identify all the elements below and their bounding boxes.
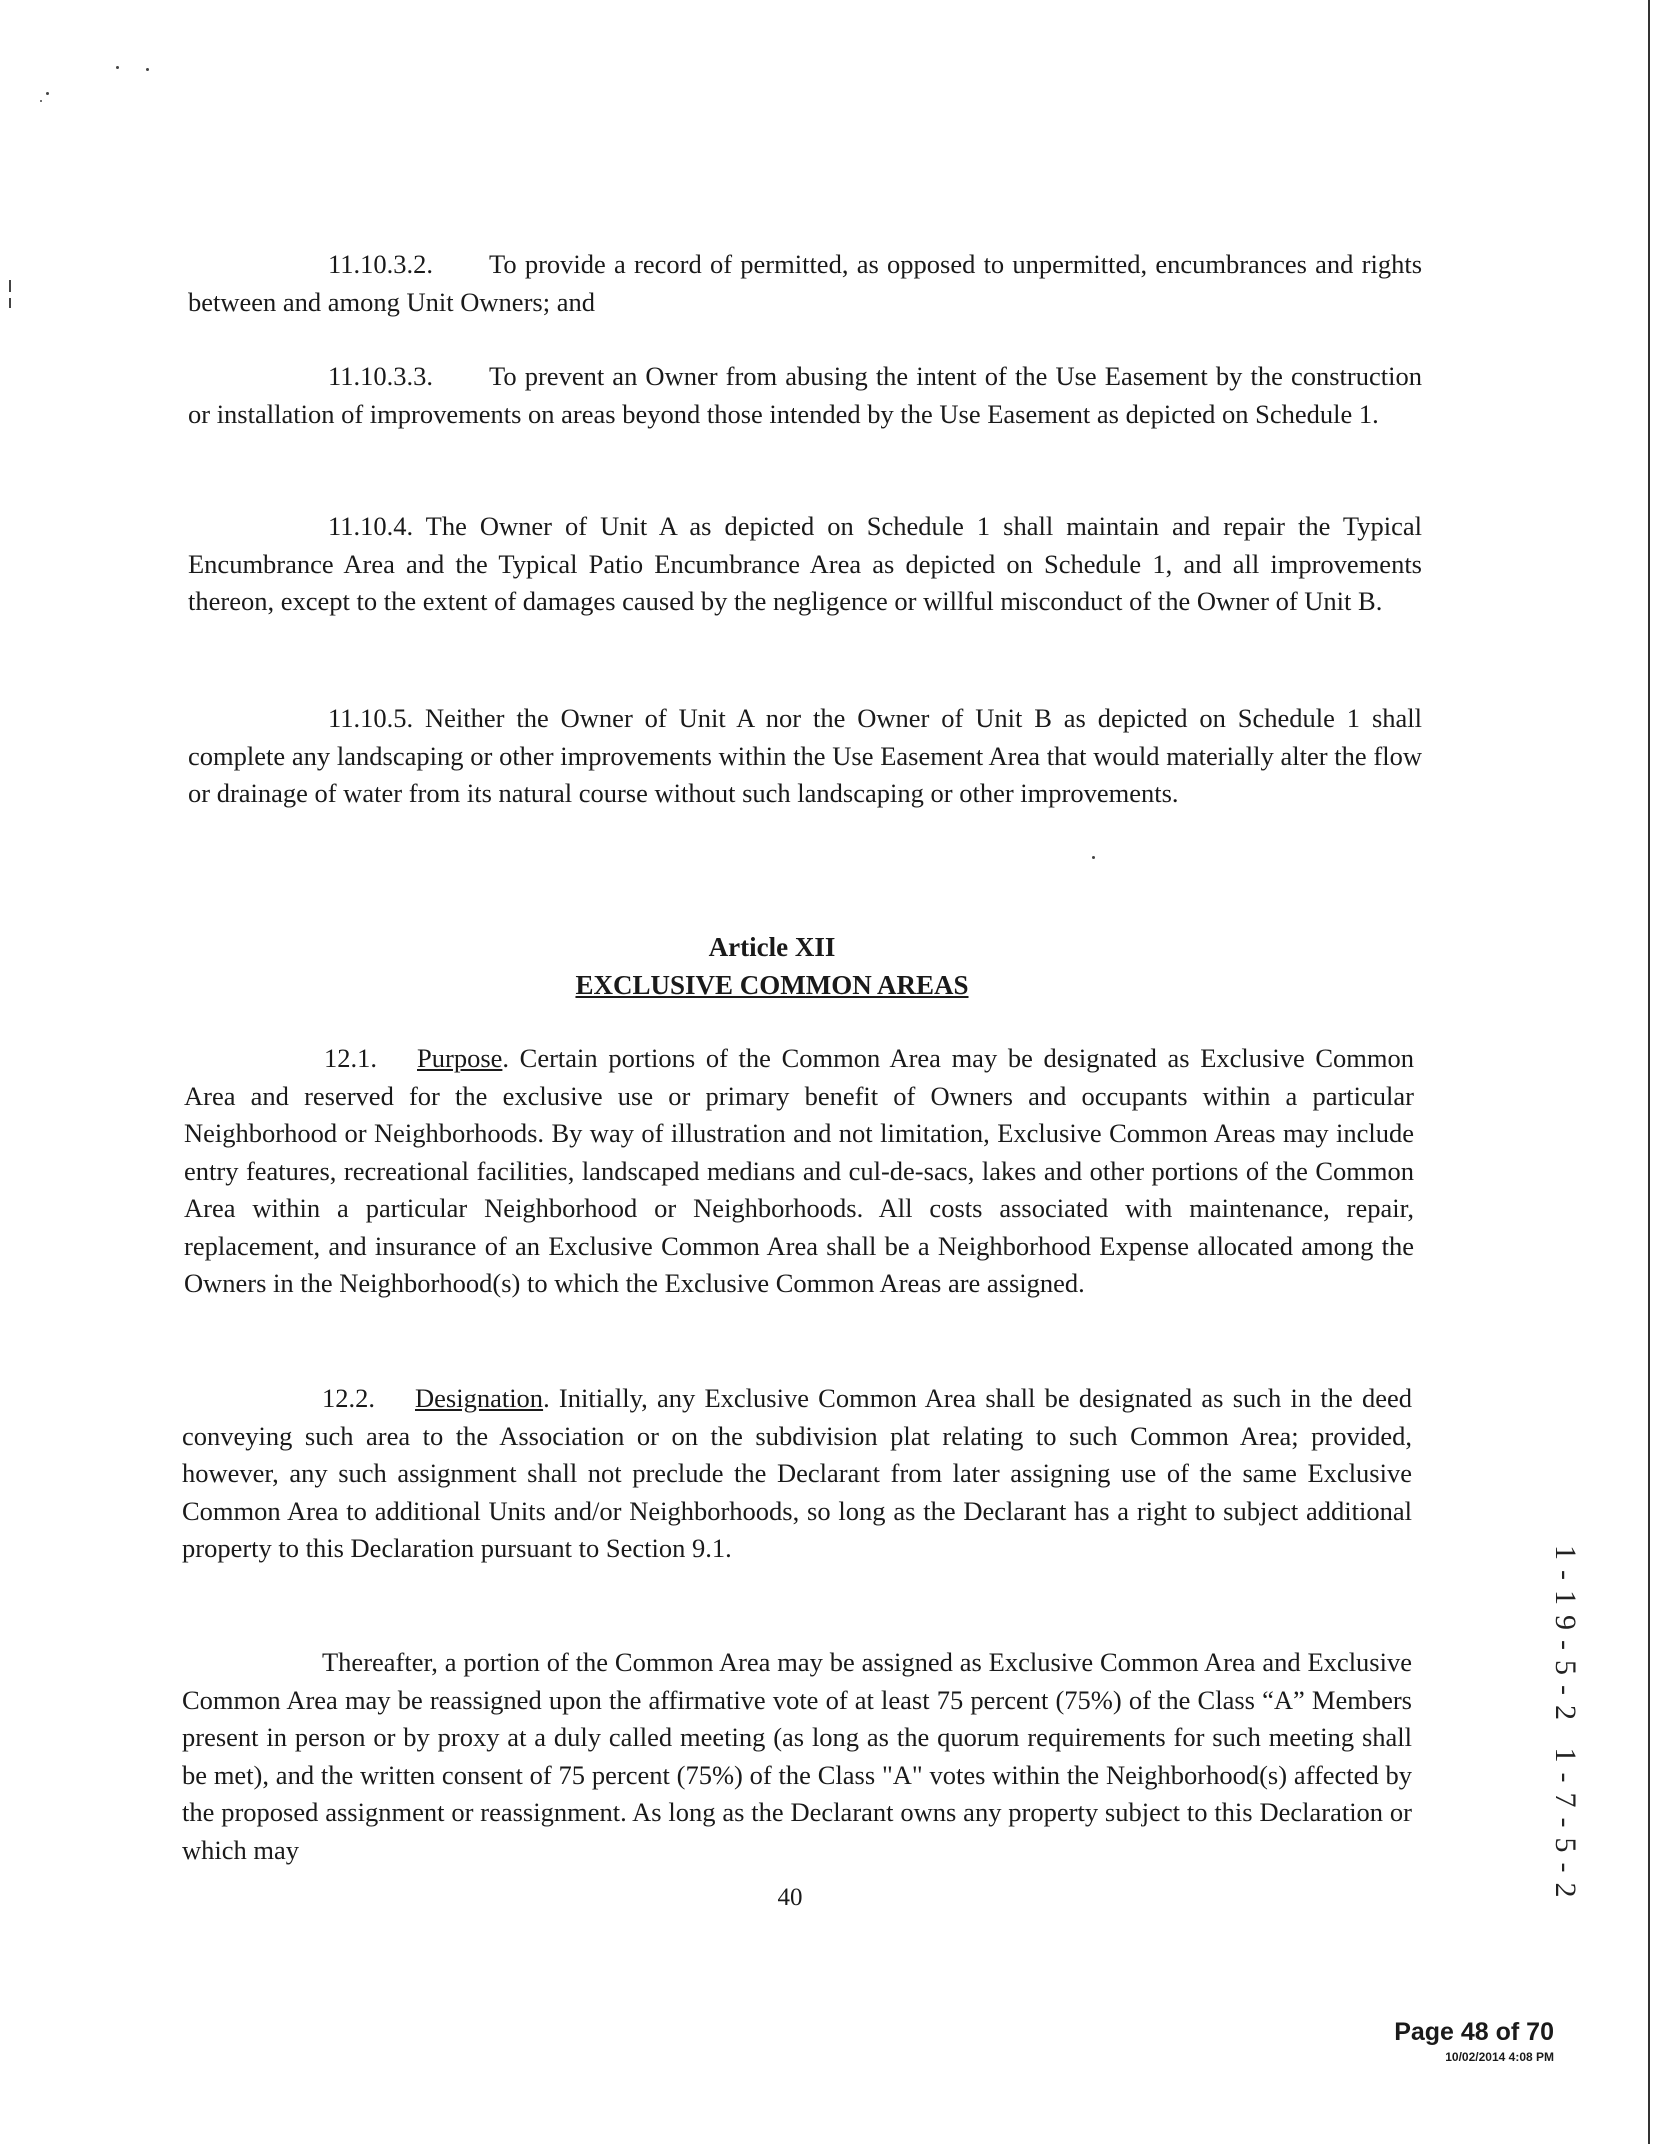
recording-stamp-text: 1-19-5-2 1-7-5-2 xyxy=(1549,1545,1582,1908)
paragraph-text: Thereafter, a portion of the Common Area may be assigned as Exclusive Common Area and Exclusive Common Area may be reassigned upon the affirmative vote of at least 75 percent (75%) of the Class “A” Members present in person or by proxy at a duly called meeting (as long as the quorum requirements for such meeting shall be met), and the written consent of 75 percent (75%) of the Class "A" votes within the Neighborhood(s) affected by the proposed assignment or reassignment. As long as the Declarant owns any property subject to this Declaration or which may xyxy=(182,1647,1412,1865)
section-number: 12.1. xyxy=(324,1043,377,1073)
section-number: 11.10.3.2. xyxy=(328,249,434,279)
paragraph-text: Certain portions of the Common Area may be designated as Exclusive Common Area and reserved for the exclusive use or primary benefit of Owners and occupants within a particular Neighborhood or Neighborhoods. By way of illustration and not limitation, Exclusive Common Areas may include entry features, recreational facilities, landscaped medians and cul-de-sacs, lakes and other portions of the Common Area within a particular Neighborhood or Neighborhoods. All costs associated with maintenance, repair, replacement, and insurance of an Exclusive Common Area shall be a Neighborhood Expense allocated among the Owners in the Neighborhood(s) to which the Exclusive Common Areas are assigned. xyxy=(184,1043,1415,1298)
scan-speck xyxy=(146,68,149,71)
section-heading: Purpose xyxy=(417,1043,503,1073)
article-subtitle: EXCLUSIVE COMMON AREAS xyxy=(575,970,969,1000)
paragraph-11-10-3-2 xyxy=(188,246,1422,321)
paragraph-text: encumbrances and rights between and among Unit Owners; and xyxy=(188,249,1423,317)
scan-speck xyxy=(116,66,119,69)
page-number: 40 xyxy=(777,1884,803,1911)
footer-page-label: Page 48 of 70 xyxy=(1394,2018,1554,2046)
paragraph-11-10-3-3 xyxy=(188,358,1422,433)
paragraph-12-2: 12.2. Designation. Initially, any Exclusive Common Area shall be designated as such in the deed conveying such area to the Association or on the subdivision plat relating to such Common Area; provided, however, any such assignment shall not preclude the Declarant from later assigning use of the same Exclusive Common Area to additional Units and/or Neighborhoods, so long as the Declarant has a right to subject additional property to this Declaration pursuant to Section 9.1. xyxy=(182,1380,1412,1568)
paragraph-11-10-4 xyxy=(188,508,1422,621)
recording-stamp xyxy=(1549,1545,1586,1908)
paragraph-text: To prevent an Owner from abusing the intent of the Use Easement by the construction or installation of improvements on areas beyond those intended by the Use Easement as depicted on Schedule 1. xyxy=(188,361,1422,429)
scan-edge-line xyxy=(1648,0,1650,2144)
article-title: Article XII xyxy=(708,932,836,962)
scan-speck xyxy=(9,280,11,292)
scan-speck xyxy=(46,92,49,95)
section-number: 12.2. xyxy=(322,1383,375,1413)
paragraph-text: 11.10.5. Neither the Owner of Unit A nor the Owner of Unit B as depicted on Schedule 1 shall complete any landscaping or other improvements within the Use Easement Area that would materially alter the flow or drainage of water from its natural course without such landscaping or other improvements. xyxy=(188,703,1422,808)
paragraph-text: Initially, any Exclusive Common Area shall be designated as such in the deed conveying such area to the Association or on the subdivision plat relating to such Common Area; provided, however, any such assignment shall not preclude the Declarant from later assigning use of the same Exclusive Common Area to additional Units and/or Neighborhoods, so long as the Declarant has a right to subject additional property to this Declaration pursuant to Section 9.1. xyxy=(182,1383,1412,1563)
paragraph-first-line: To provide a record of permitted, as opposed to unpermitted, xyxy=(489,249,1148,279)
paragraph-11-10-5 xyxy=(188,700,1422,813)
paragraph-12-1: 12.1. Purpose. Certain portions of the Common Area may be designated as Exclusive Common Area and reserved for the exclusive use or primary benefit of Owners and occupants within a particular Neighborhood or Neighborhoods. By way of illustration and not limitation, Exclusive Common Areas may include entry features, recreational facilities, landscaped medians and cul-de-sacs, lakes and other portions of the Common Area within a particular Neighborhood or Neighborhoods. All costs associated with maintenance, repair, replacement, and insurance of an Exclusive Common Area shall be a Neighborhood Expense allocated among the Owners in the Neighborhood(s) to which the Exclusive Common Areas are assigned. xyxy=(184,1040,1414,1303)
scan-speck xyxy=(40,100,42,102)
section-number: 11.10.3.3. xyxy=(328,361,434,391)
paragraph-text: 11.10.4. The Owner of Unit A as depicted on Schedule 1 shall maintain and repair the Typical Encumbrance Area and the Typical Patio Encumbrance Area as depicted on Schedule 1, and all improvements thereon, except to the extent of damages caused by the negligence or willful misconduct of the Owner of Unit B. xyxy=(188,511,1422,616)
scan-speck xyxy=(9,298,11,308)
footer-timestamp: 10/02/2014 4:08 PM xyxy=(1445,2050,1554,2064)
section-heading: Designation xyxy=(415,1383,544,1413)
paragraph-thereafter xyxy=(182,1644,1412,1869)
scan-speck xyxy=(1092,856,1095,859)
